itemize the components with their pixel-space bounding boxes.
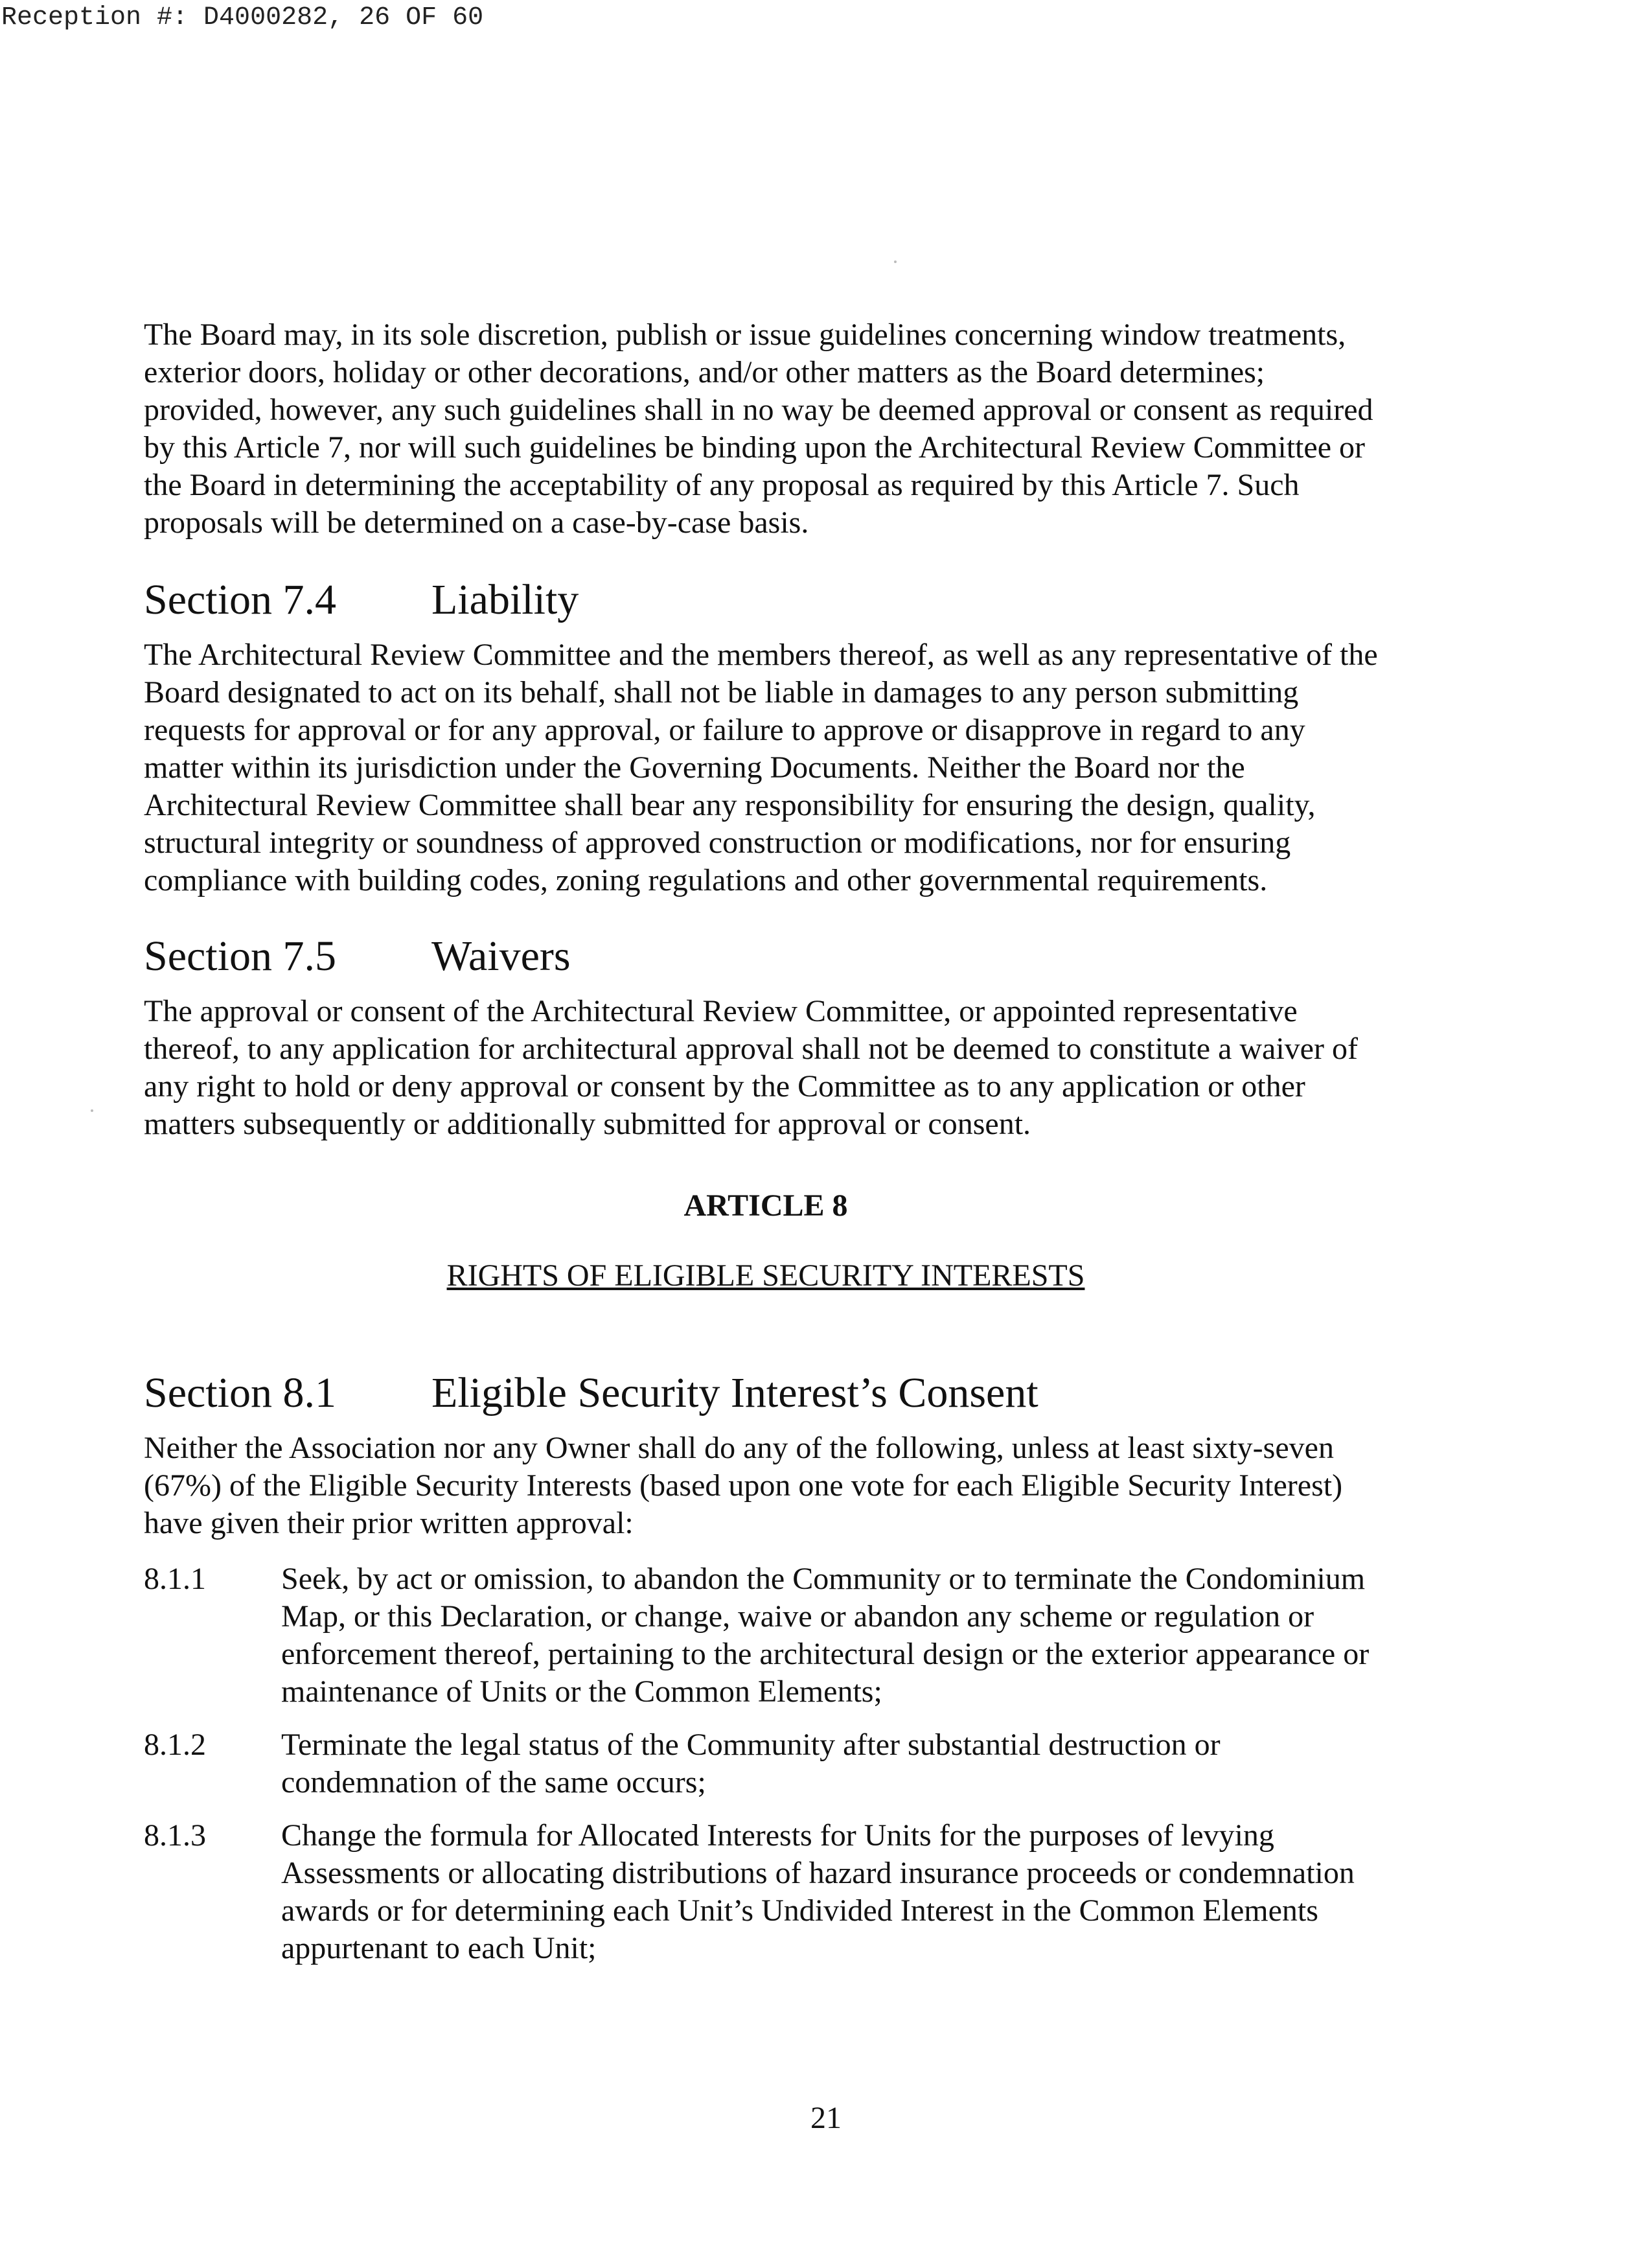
- list-item-number: 8.1.3: [144, 1818, 206, 1853]
- section-7-5-heading: [144, 931, 1388, 982]
- section-7-4-paragraph: The Architectural Review Committee and the members thereof, as well as any representative of the Board designated to act on its behalf, shall not be liable in damages to any person submitting requests for approval or for any approval, or failure to approve or disapprove in regard to any matter within its jurisdiction under the Governing Documents. Neither the Board nor the Architectural Review Committee shall bear any responsibility for ensuring the design, quality, structural integrity or soundness of approved construction or modifications, nor for ensuring compliance with building codes, zoning regulations and other governmental requirements.: [144, 638, 1378, 897]
- list-item-text: Seek, by act or omission, to abandon the Community or to terminate the Condominium Map, or this Declaration, or change, waive or abandon any scheme or regulation or enforcement thereof, pertaining to the architectural design or the exterior appearance or maintenance of Units or the Common Elements;: [281, 1562, 1370, 1709]
- section-7-4-heading: [144, 574, 1388, 626]
- article-number: ARTICLE 8: [683, 1188, 848, 1223]
- subsection-list: [144, 1560, 1388, 1967]
- list-item-number: 8.1.2: [144, 1728, 206, 1762]
- section-8-1-paragraph: Neither the Association nor any Owner shall do any of the following, unless at least sixty-seven (67%) of the Eligible Security Interests (based upon one vote for each Eligible Security Interest) have given their prior written approval:: [144, 1431, 1343, 1540]
- article-title: RIGHTS OF ELIGIBLE SECURITY INTERESTS: [446, 1258, 1085, 1293]
- section-title: Liability: [431, 576, 579, 623]
- section-7-5-paragraph: The approval or consent of the Architectural Review Committee, or appointed representative thereof, to any application for architectural approval shall not be deemed to constitute a waiver of any right to hold or deny approval or consent by the Committee as to any application or other matters subsequently or additionally submitted for approval or consent.: [144, 994, 1358, 1141]
- list-item: [144, 1726, 1388, 1801]
- section-number: Section 8.1: [144, 1369, 336, 1417]
- list-item-number: 8.1.1: [144, 1562, 206, 1596]
- page-number: 21: [810, 2101, 842, 2135]
- section-title: Eligible Security Interest’s Consent: [431, 1369, 1038, 1417]
- list-item-text: Terminate the legal status of the Community after substantial destruction or condemnation of the same occurs;: [281, 1728, 1221, 1799]
- section-title: Waivers: [431, 932, 571, 980]
- section-number: Section 7.5: [144, 932, 336, 980]
- list-item: [144, 1817, 1388, 1967]
- list-item: [144, 1560, 1388, 1711]
- reception-header: Reception #: D4000282, 26 OF 60: [1, 3, 484, 32]
- list-item-text: Change the formula for Allocated Interests for Units for the purposes of levying Assessments or allocating distributions of hazard insurance proceeds or condemnation awards or for determining each Unit’s Undivided Interest in the Common Elements appurtenant to each Unit;: [281, 1818, 1355, 1965]
- scan-speck: [91, 1109, 93, 1112]
- intro-paragraph: The Board may, in its sole discretion, publish or issue guidelines concerning window treatments, exterior doors, holiday or other decorations, and/or other matters as the Board determines; provided, however, any such guidelines shall in no way be deemed approval or consent as required by this Article 7, nor will such guidelines be binding upon the Architectural Review Committee or the Board in determining the acceptability of any proposal as required by this Article 7. Such proposals will be determined on a case-by-case basis.: [144, 318, 1373, 540]
- scan-speck: [894, 260, 897, 263]
- section-8-1-heading: [144, 1367, 1388, 1419]
- article-8-heading: [144, 1187, 1388, 1295]
- document-body: [144, 316, 1388, 1983]
- section-number: Section 7.4: [144, 576, 336, 623]
- spacer: [144, 1295, 1388, 1367]
